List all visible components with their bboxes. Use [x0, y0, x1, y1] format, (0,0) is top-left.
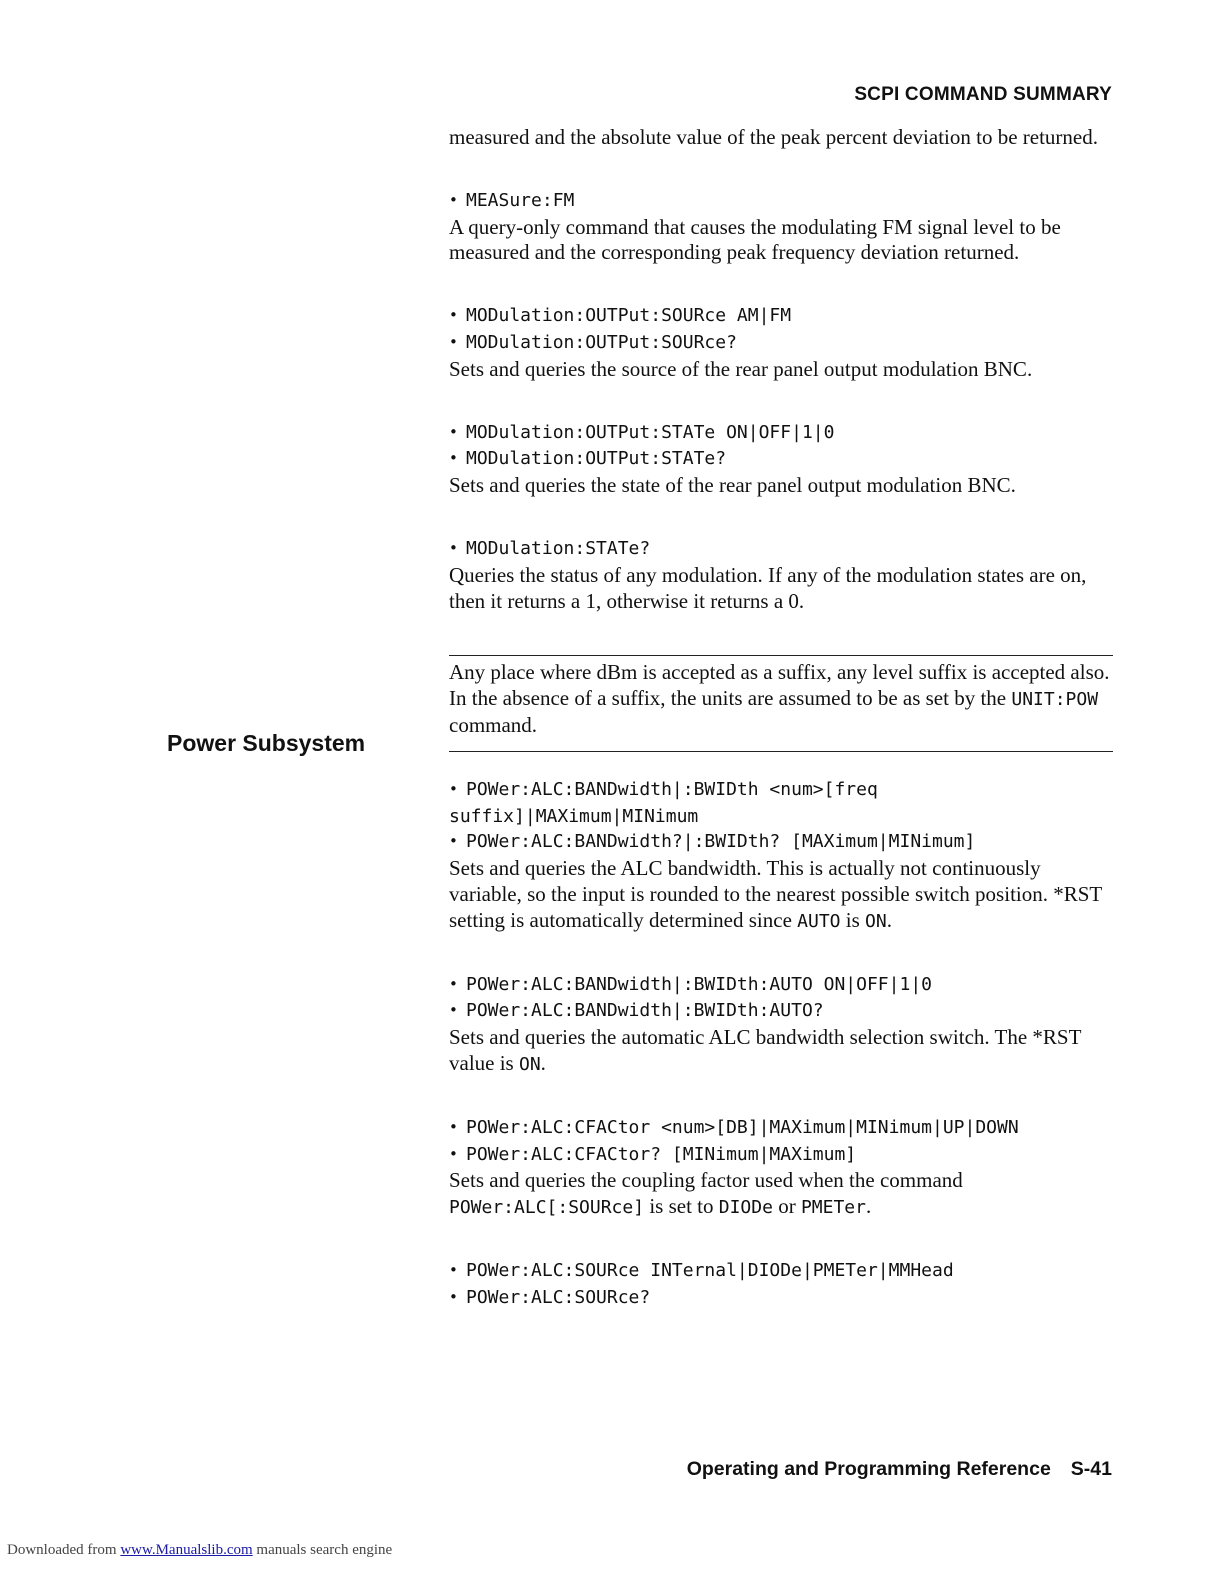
command-line: • MODulation:OUTPut:STATe ON|OFF|1|0 [449, 420, 1113, 447]
bullet-icon: • [449, 1144, 458, 1163]
bullet-icon: • [449, 306, 458, 325]
bullet-icon: • [449, 1117, 458, 1136]
footer-title: Operating and Programming Reference [686, 1458, 1051, 1480]
command-line: • MEASure:FM [449, 188, 1113, 215]
download-credit: Downloaded from www.Manualslib.com manuals search engine [7, 1542, 393, 1558]
bullet-icon: • [449, 422, 458, 441]
command-line: • POWer:ALC:CFACtor <num>[DB]|MAXimum|MINimum|UP|DOWN [449, 1115, 1113, 1142]
command-line-continuation: suffix]|MAXimum|MINimum [449, 805, 699, 827]
bullet-icon: • [449, 974, 458, 993]
running-header: SCPI COMMAND SUMMARY [854, 84, 1112, 105]
command-line: • POWer:ALC:BANDwidth|:BWIDth:AUTO ON|OFF|1|0 [449, 972, 1113, 999]
command-description: Sets and queries the coupling factor used when the command POWer:ALC[:SOURce] is set to DIODe or PMETer. [449, 1168, 963, 1219]
intro-paragraph: measured and the absolute value of the peak percent deviation to be returned. [449, 125, 1098, 149]
bullet-icon: • [449, 832, 458, 851]
command-line: • POWer:ALC:BANDwidth|:BWIDth:AUTO? [449, 998, 1113, 1025]
command-block-modulation-output-source [449, 303, 1113, 382]
section-rule-bottom [449, 751, 1113, 752]
bullet-icon: • [449, 332, 458, 351]
page-footer [687, 1458, 1112, 1481]
manualslib-link[interactable]: www.Manualslib.com [120, 1542, 253, 1558]
command-block-modulation-state [449, 536, 1113, 614]
bullet-icon: • [449, 1260, 458, 1279]
command-line: • POWer:ALC:BANDwidth?|:BWIDth? [MAXimum|MINimum] [449, 829, 1113, 856]
command-description: Queries the status of any modulation. If any of the modulation states are on, then it returns a 1, otherwise it returns a 0. [449, 562, 1087, 613]
command-line: • MODulation:OUTPut:SOURce? [449, 330, 1113, 357]
command-line: • MODulation:STATe? [449, 536, 1113, 563]
section-rule-top [449, 655, 1113, 656]
bullet-icon: • [449, 538, 458, 557]
page-number: S-41 [1070, 1458, 1112, 1480]
command-description: Sets and queries the ALC bandwidth. This is actually not continuously variable, so the input is rounded to the nearest possible switch position. *RST setting is automatically determined since AUTO is ON. [449, 856, 1102, 932]
command-block-measure-fm [449, 188, 1113, 266]
bullet-icon: • [449, 1287, 458, 1306]
command-line: • POWer:ALC:SOURce? [449, 1285, 1113, 1312]
command-block-alc-bandwidth [449, 777, 1113, 935]
command-line: • POWer:ALC:SOURce INTernal|DIODe|PMETer|MMHead [449, 1258, 1113, 1285]
command-block-modulation-output-state [449, 420, 1113, 499]
bullet-icon: • [449, 449, 458, 468]
section-heading-power-subsystem: Power Subsystem [167, 730, 366, 756]
command-block-alc-source [449, 1258, 1113, 1312]
bullet-icon: • [449, 779, 458, 798]
bullet-icon: • [449, 190, 458, 209]
command-block-alc-cfactor [449, 1115, 1113, 1221]
command-block-alc-bandwidth-auto [449, 972, 1113, 1078]
bullet-icon: • [449, 1001, 458, 1020]
command-description: Sets and queries the source of the rear panel output modulation BNC. [449, 356, 1033, 381]
command-line: • POWer:ALC:BANDwidth|:BWIDth <num>[freq [449, 777, 1113, 804]
main-content [449, 125, 1113, 1312]
command-description: Sets and queries the state of the rear panel output modulation BNC. [449, 473, 1016, 498]
command-description: Sets and queries the automatic ALC bandwidth selection switch. The *RST value is ON. [449, 1025, 1082, 1075]
power-subsystem-intro: Any place where dBm is accepted as a suffix, any level suffix is accepted also. In the absence of a suffix, the units are assumed to be as set by the UNIT:POW command. [449, 660, 1110, 737]
command-description: A query-only command that causes the modulating FM signal level to be measured and the corresponding peak frequency deviation returned. [449, 214, 1061, 265]
command-line: • MODulation:OUTPut:STATe? [449, 446, 1113, 473]
command-line: • POWer:ALC:CFACtor? [MINimum|MAXimum] [449, 1142, 1113, 1169]
command-line: • MODulation:OUTPut:SOURce AM|FM [449, 303, 1113, 330]
